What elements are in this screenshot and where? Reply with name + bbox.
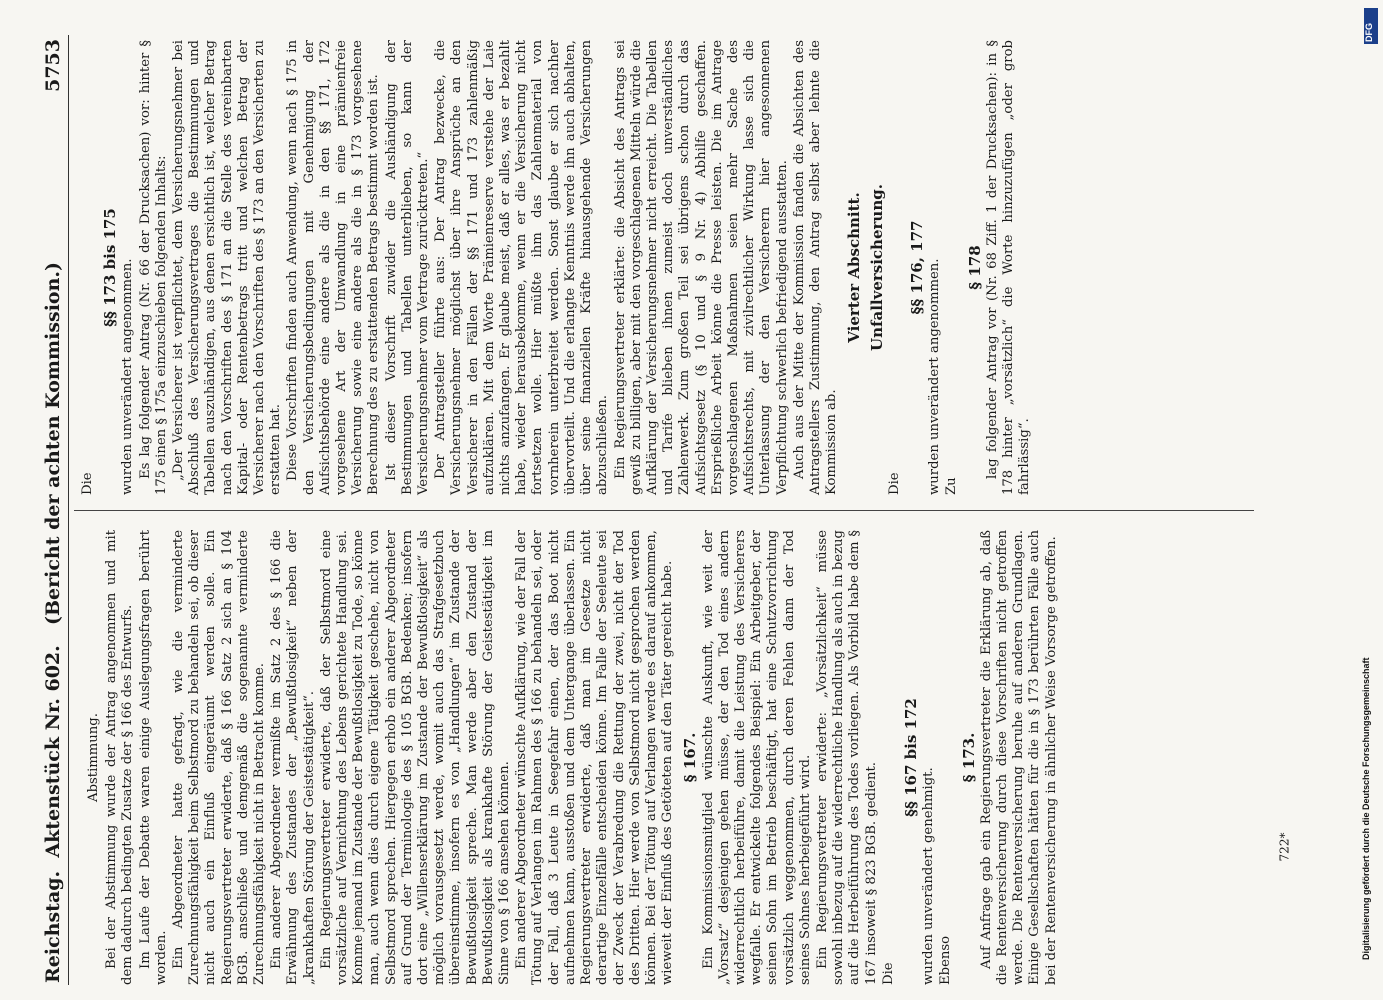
paragraph: Die (880, 962, 896, 985)
section-heading: Vierter Abschnitt. (845, 192, 864, 343)
column-divider (74, 510, 1254, 511)
section-heading: § 173. (959, 732, 978, 783)
dfg-logo-text: DFG (1364, 23, 1374, 42)
paragraph: Auf Anfrage gab ein Regierungsvertreter die Erklärung ab, daß die Rentenversicherung durch diese Vorschriften nicht getroffen werde. Die Rentenversicherung beruhe auf anderen Grundlagen. Einige Gesellschaften hätten für die in § 173 berührten Fälle auch bei der Rentenversicherung in ähnlicher Weise Vorsorge getroffen. (978, 530, 1059, 985)
paragraph: Der Antragsteller führte aus: Der Antrag bezwecke, die Versicherungsnehmer möglichst über ihre Ansprüche an den Versicherer in den Fällen der §§ 171 und 173 zahlenmäßig aufzuklären. Mit dem Worte Prämienreserve verstehe der Laie nichts anzufangen. Er glaube meist, daß er alles, was er bezahlt habe, wieder herausbekomme, wenn er die Versicherung nicht fortsetzen wolle. Hier müßte ihm das Zahlenmaterial von vornherein unterbreitet werden. Sonst glaube er sich nachher übervorteilt. Und die erlangte Kenntnis werde ihn auch abhalten, über seine finanziellen Kräfte hinausgehende Versicherungen abzuschließen. (433, 40, 611, 495)
paragraph: Die (886, 472, 902, 495)
section-heading: §§ 176, 177 (907, 220, 926, 315)
paragraph: Diese Vorschriften finden auch Anwendung, wenn nach § 175 in den Versicherungsbedingungen mit Genehmigung der Aufsichtsbehörde eine andere als die in den §§ 171, 172 vorgesehene Art der Umwandlung in eine prämienfreie Versicherung sowie eine andere als die in § 173 vorgesehene Berechnung des zu erstattenden Betrags bestimmt worden ist. (285, 40, 382, 495)
text-column-left (80, 530, 1061, 985)
header-title: (Bericht der achten Kommission.) (42, 261, 64, 625)
paragraph: Ein anderer Abgeordneter vermißte im Satz 2 des § 166 die Erwähnung des Zustandes der „Bewußtlosigkeit“ neben der „krankhaften Störung der Geistestätigkeit“. (269, 530, 317, 985)
paragraph: Ein Kommissionsmitglied wünschte Auskunft, wie weit der „Vorsatz“ desjenigen gehen müsse, der den Tod eines andern widerrechtlich herbeiführe, damit die Leistung des Versicherers wegfalle. Er entwickelte folgendes Beispiel: Ein Arbeitgeber, der seinen Sohn im Betrieb beschäftigt, hat eine Schutzvorrichtung vorsätzlich weggenommen, durch deren Fehlen dann der Tod seines Sohnes herbeigeführt wird. (700, 530, 813, 985)
header-left-document: Aktenstück Nr. 602. (42, 645, 64, 858)
paragraph: Es lag folgender Antrag (Nr. 66 der Drucksachen) vor: hinter § 175 einen § 175a einzuschieben folgenden Inhalts: (137, 40, 169, 495)
paragraph: wurden unverändert angenommen. (927, 258, 943, 495)
paragraph: lag folgender Antrag vor (Nr. 68 Ziff. 1 der Drucksachen): in § 178 hinter „vorsätzlich“ die Worte hinzuzufügen „oder grob fahrlässig“. (984, 40, 1033, 495)
paragraph: Ebenso (938, 935, 954, 985)
rotated-page-content (40, 35, 1300, 985)
section-heading: § 167. (681, 732, 700, 783)
paragraph: „Der Versicherer ist verpflichtet, dem Versicherungsnehmer bei Abschluß des Versicherungsvertrages die Bestimmungen und Tabellen auszuhändigen, aus denen ersichtlich ist, welcher Betrag nach den Vorschriften des § 171 an die Stelle des vereinbarten Kapital- oder Rentenbetrags tritt und welchen Betrag der Versicherer nach den Vorschriften des § 173 an den Versicherten zu erstatten hat. (171, 40, 284, 495)
paragraph: Abstimmung. (86, 713, 101, 802)
paragraph: Ein Regierungsvertreter erklärte: die Absicht des Antrags sei gewiß zu billigen, aber mit den vorgeschlagenen Mitteln würde die Aufklärung der Versicherungsnehmer nicht erreicht. Die Tabellen und Tarife blieben ihnen zumeist doch unverständliches Zahlenwerk. Zum großen Teil sei übrigens schon durch das Aufsichtsgesetz (§ 10 und § 9 Nr. 4) Abhilfe geschaffen. Ersprießliche Arbeit könne die Presse leisten. Die im Antrage vorgeschlagenen Maßnahmen seien mehr Sache des Aufsichtsrechts, mit zivilrechtlicher Wirkung lasse sich die Unterlassung der den Versicherern hier angesonnenen Verpflichtung schwerlich befriedigend ausstatten. (612, 40, 790, 495)
header-left-title: Reichstag. (42, 870, 64, 983)
running-header (40, 35, 69, 985)
section-heading: §§ 173 bis 175 (101, 208, 120, 327)
section-heading: § 178 (965, 245, 984, 290)
paragraph: Ein Abgeordneter hatte gefragt, wie die verminderte Zurechnungsfähigkeit beim Selbstmord zu behandeln sei, ob dieser nicht auch ein Einfluß eingeräumt werden solle. Ein Regierungsvertreter erwiderte, daß § 166 Satz 2 sich an § 104 BGB. anschließe und demgemäß die sogenannte verminderte Zurechnungsfähigkeit nicht in Betracht komme. (171, 530, 268, 985)
paragraph: Ein anderer Abgeordneter wünschte Aufklärung, wie der Fall der Tötung auf Verlangen im Rahmen des § 166 zu behandeln sei, oder der Fall, daß 3 Leute in Seegefahr einen, der das Boot nicht aufnehmen kann, ausstoßen und dem Untergange überlassen. Ein Regierungsvertreter erwiderte, daß man im Gesetze nicht derartige Einzelfälle entscheiden könne. Im Falle der Seeleute sei der Zweck der Verabredung die Rettung der zwei, nicht der Tod des Dritten. Hier werde von Selbstmord nicht gesprochen werden können. Bei der Tötung auf Verlangen werde es darauf ankommen, wieweit der Einfluß des Getöteten auf den Täter gereicht habe. (514, 530, 676, 985)
digitization-credit: Digitalisierung gefördert durch die Deutsche Forschungsgemeinschaft (1361, 657, 1371, 960)
section-heading: §§ 167 bis 172 (901, 698, 920, 817)
paragraph: Ein Regierungsvertreter erwiderte, daß der Selbstmord eine vorsätzliche auf Vernichtung des Lebens gerichtete Handlung sei. Komme jemand im Zustande der Bewußtlosigkeit zu Tode, so könne man, auch wenn dies durch eigene Tätigkeit geschehe, nicht von Selbstmord sprechen. Hiergegen erhob ein anderer Abgeordneter auf Grund der Terminologie des § 105 BGB. Bedenken; insofern dort eine „Willenserklärung im Zustande der Bewußtlosigkeit“ als möglich vorausgesetzt werde, womit auch das Strafgesetzbuch übereinstimme, insofern es von „Handlungen“ im Zustande der Bewußtlosigkeit spreche. Man werde aber den Zustand der Bewußtlosigkeit als krankhafte Störung der Geistestätigkeit im Sinne von § 166 ansehen können. (318, 530, 513, 985)
paragraph: wurden unverändert genehmigt. (921, 767, 937, 985)
page-number: 5753 (42, 39, 64, 92)
text-column-right (80, 40, 1034, 495)
paragraph: Bei der Abstimmung wurde der Antrag angenommen und mit dem dadurch bedingten Zusatze der § 166 des Entwurfs. (104, 530, 136, 985)
paragraph: wurden unverändert angenommen. (120, 258, 136, 495)
paragraph: Im Laufe der Debatte waren einige Auslegungsfragen berührt worden. (137, 530, 169, 985)
header-left (42, 645, 64, 983)
paragraph: Auch aus der Mitte der Kommission fanden die Absichten des Antragstellers Zustimmung, den Antrag selbst aber lehnte die Kommission ab. (791, 40, 840, 495)
paragraph: Die (80, 472, 95, 495)
sheet-signature: 722* (1277, 832, 1292, 862)
paragraph: Zu (944, 477, 960, 495)
paragraph: Ein Regierungsvertreter erwiderte: „Vorsätzlichkeit“ müsse sowohl inbezug auf die widerrechtliche Handlung als auch in bezug auf die Herbeiführung des Todes vorliegen. Als Vorbild habe dem § 167 insoweit § 823 BGB. gedient. (814, 530, 879, 985)
paragraph: Ist dieser Vorschrift zuwider die Aushändigung der Bestimmungen und Tabellen unterblieben, so kann der Versicherungsnehmer vom Vertrage zurücktreten.“ (383, 40, 432, 495)
section-heading: Unfallversicherung. (867, 184, 886, 351)
